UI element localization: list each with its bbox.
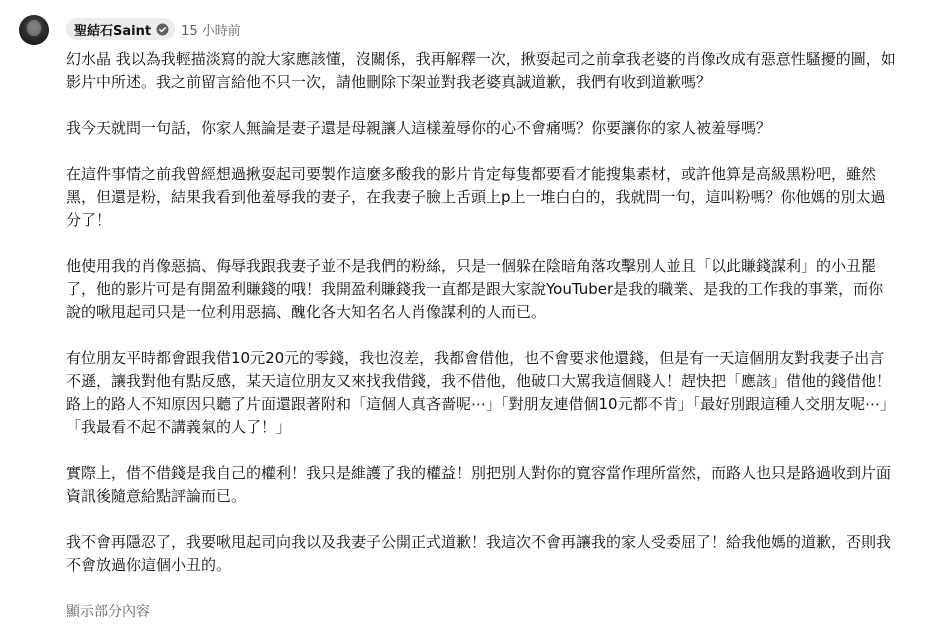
author-chip[interactable] [66, 18, 175, 40]
comment-body [66, 48, 896, 577]
comment-timestamp[interactable]: 15 小時前 [181, 23, 241, 39]
comment-header [66, 16, 241, 42]
comment-paragraph: 幻水晶 我以為我輕描淡寫的說大家應該懂，沒關係，我再解釋一次，揪耍起司之前拿我老婆的肖像改成有惡意性騷擾的圖，如影片中所述。我之前留言給他不只一次，請他刪除下架並對我老婆真誠道歉，我們有收到道歉嗎？ [66, 50, 896, 91]
show-less-button[interactable]: 顯示部分內容 [66, 604, 150, 620]
author-name[interactable]: 聖結石Saint [74, 23, 152, 39]
comment-paragraph: 有位朋友平時都會跟我借10元20元的零錢，我也沒差，我都會借他，也不會要求他還錢，但是有一天這個朋友對我妻子出言不遜，讓我對他有點反感，某天這位朋友又來找我借錢，我不借他，他破口大罵我這個賤人！趕快把「應該」借他的錢借他！路上的路人不知原因只聽了片面還跟著附和「這個人真吝嗇呢⋯」「對朋友連借個10元都不肯」「最好別跟這種人交朋友呢⋯」「我最看不起不講義氣的人了！」 [66, 349, 896, 436]
avatar[interactable] [19, 15, 49, 45]
comment-paragraph: 我今天就問一句話，你家人無論是妻子還是母親讓人這樣羞辱你的心不會痛嗎？你要讓你的家人被羞辱嗎？ [66, 119, 772, 137]
comment-paragraph: 他使用我的肖像惡搞、侮辱我跟我妻子並不是我們的粉絲，只是一個躲在陰暗角落攻擊別人並且「以此賺錢謀利」的小丑罷了，他的影片可是有開盈利賺錢的哦！我開盈利賺錢我一直都是跟大家說YouTuber是我的職業、是我的工作我的事業，而你說的啾甩起司只是一位利用惡搞、醜化各大知名名人肖像謀利的人而已。 [66, 257, 884, 321]
comment-paragraph: 在這件事情之前我曾經想過揪耍起司要製作這麼多酸我的影片肯定每隻都要看才能搜集素材，或許他算是高級黑粉吧，雖然黑，但還是粉，結果我看到他羞辱我的妻子，在我妻子臉上舌頭上p上一堆白白的，我就問一句，這叫粉嗎？你他媽的別太過分了！ [66, 165, 886, 229]
comment-paragraph: 我不會再隱忍了，我要啾甩起司向我以及我妻子公開正式道歉！我這次不會再讓我的家人受委屈了！給我他媽的道歉，否則我不會放過你這個小丑的。 [66, 533, 892, 574]
comment-paragraph: 實際上，借不借錢是我自己的權利！我只是維護了我的權益！別把別人對你的寬容當作理所當然，而路人也只是路過收到片面資訊後隨意給點評論而已。 [66, 464, 892, 505]
verified-checkmark-icon [156, 23, 169, 36]
